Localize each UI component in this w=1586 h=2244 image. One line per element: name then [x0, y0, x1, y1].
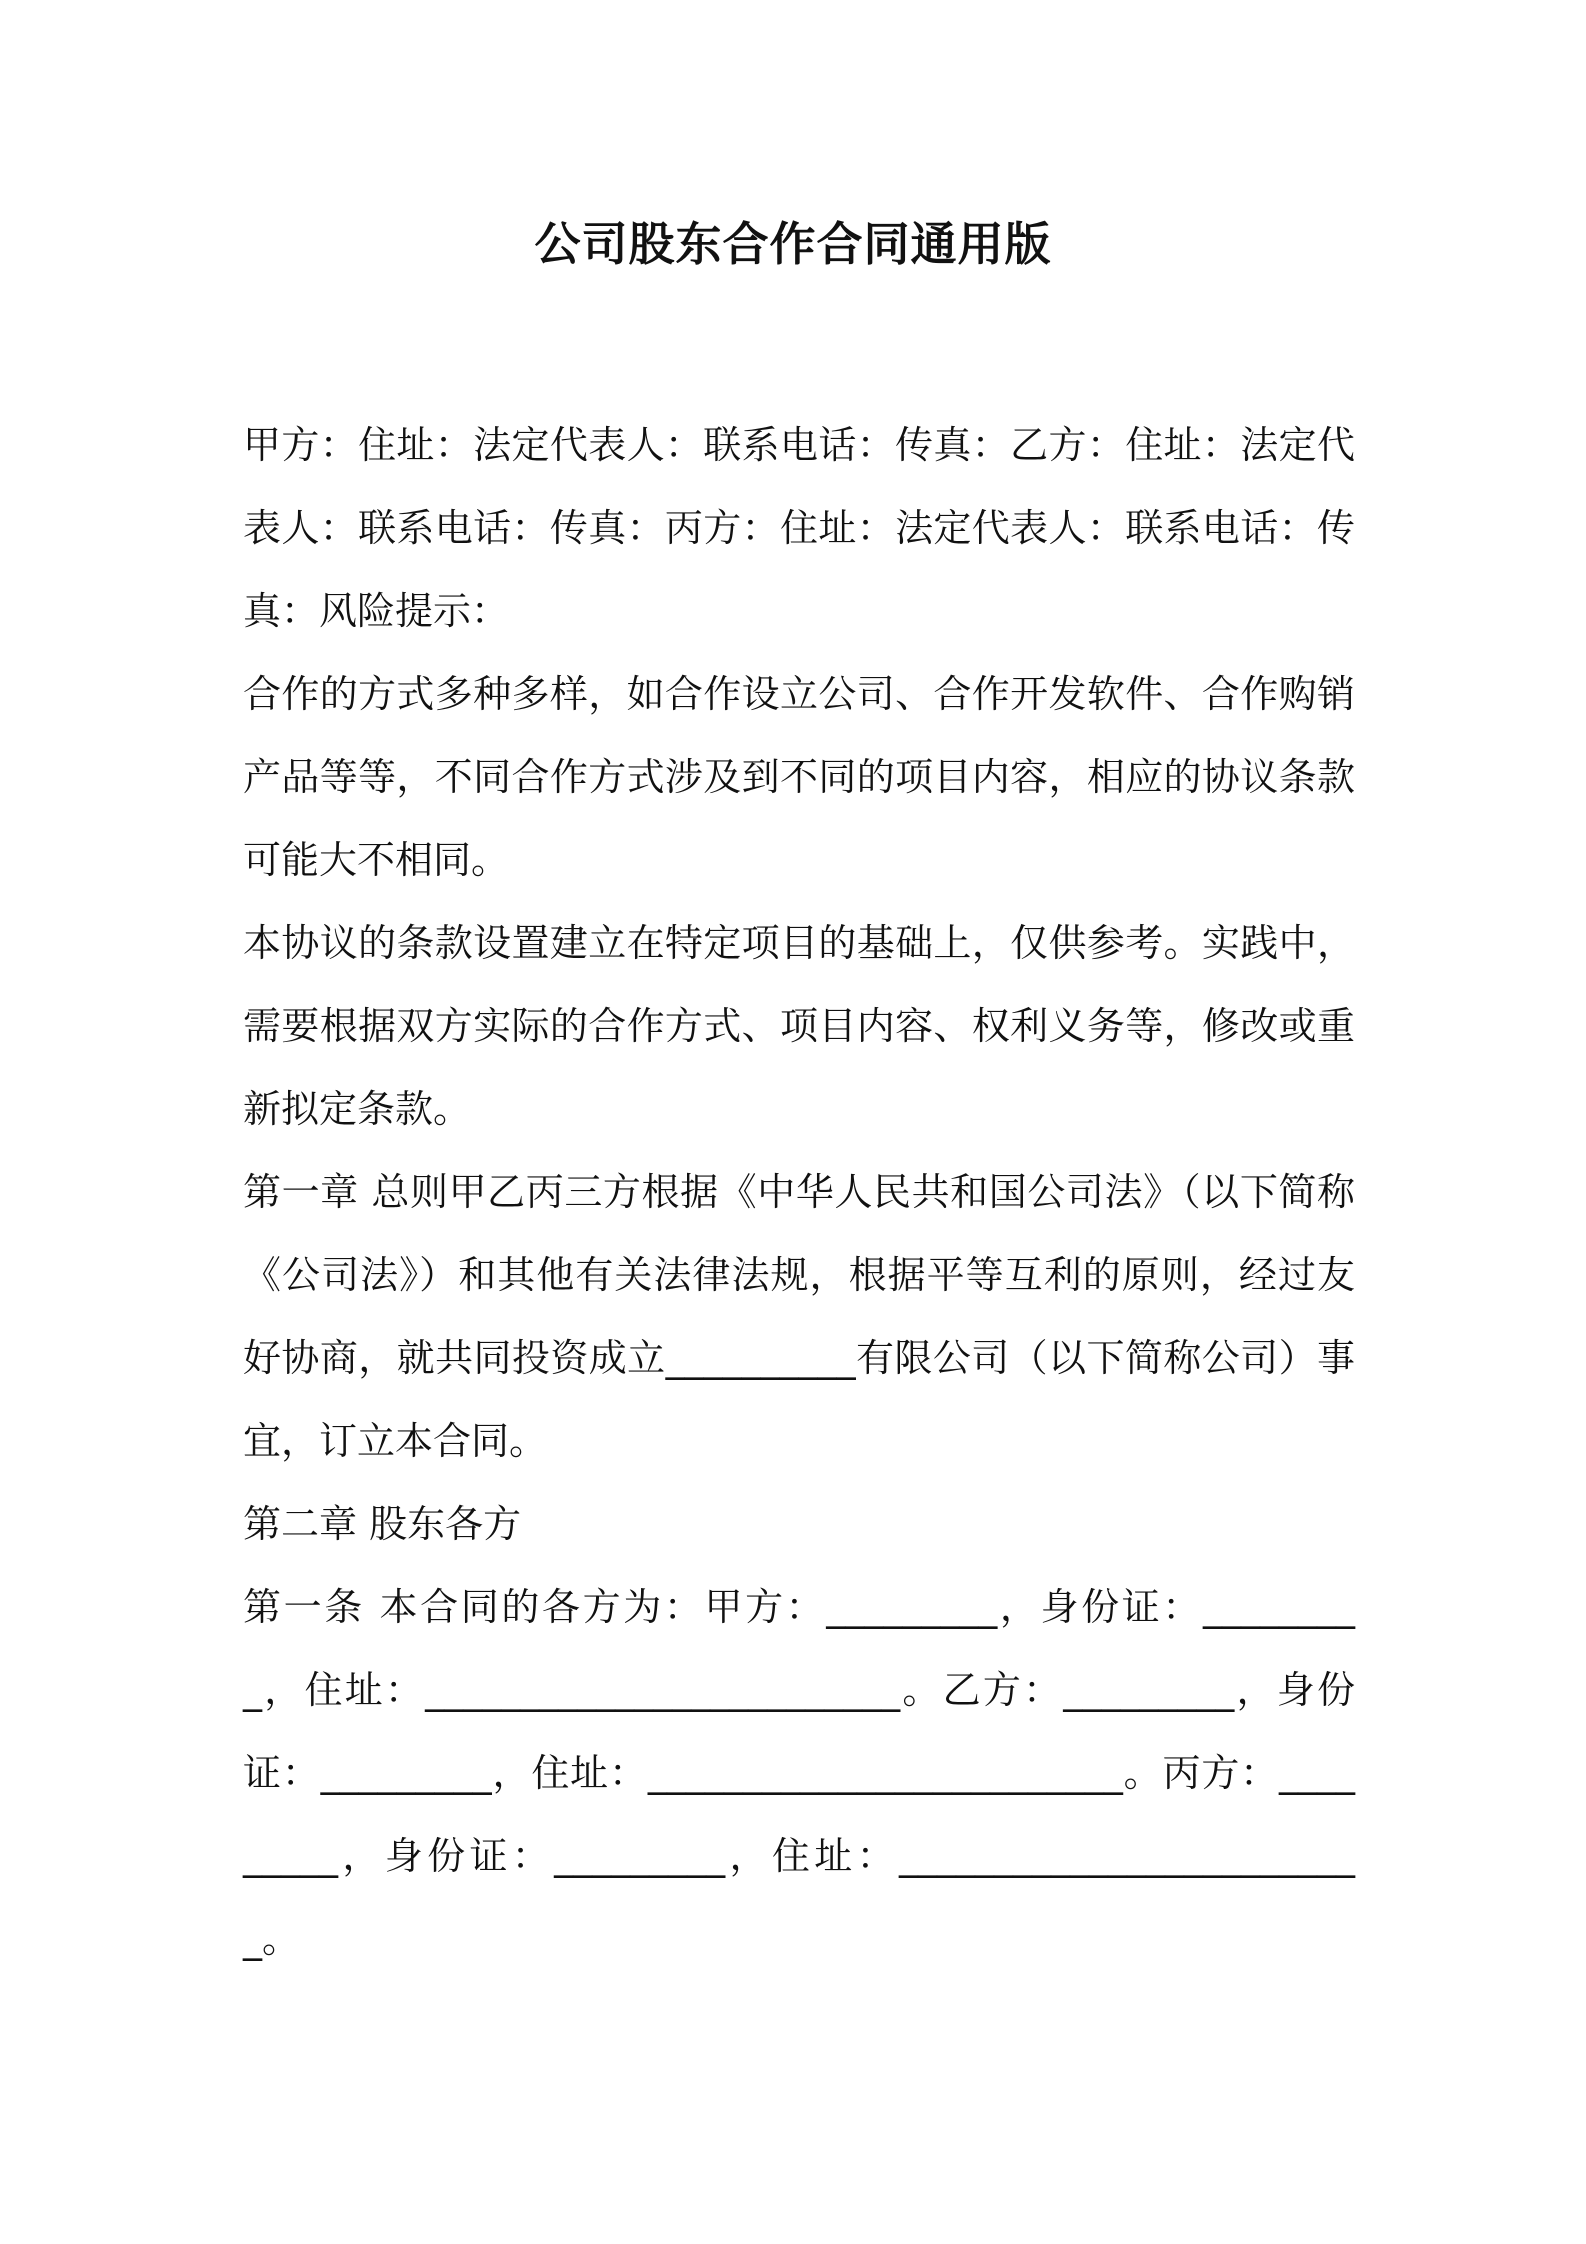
party-info-paragraph: 甲方：住址：法定代表人：联系电话：传真：乙方：住址：法定代表人：联系电话：传真：丙方：住址：法定代表人：联系电话：传真：风险提示：	[243, 423, 1355, 633]
article-one-paragraph: 第一条 本合同的各方为：甲方：_________，身份证：_________，住址：_________________________。乙方：_________，身份证：_________，住址：_________________________。丙方：_________，身份证：_________，住址：_________________________。	[243, 1585, 1355, 1961]
chapter-one-paragraph: 第一章 总则甲乙丙三方根据《中华人民共和国公司法》（以下简称《公司法》）和其他有关法律法规，根据平等互利的原则，经过友好协商，就共同投资成立__________有限公司（以下简称公司）事宜，订立本合同。	[243, 1170, 1355, 1463]
document-title: 公司股东合作合同通用版	[534, 217, 1052, 271]
chapter-two-heading: 第二章 股东各方	[243, 1502, 522, 1546]
reference-note-paragraph: 本协议的条款设置建立在特定项目的基础上，仅供参考。实践中，需要根据双方实际的合作方式、项目内容、权利义务等，修改或重新拟定条款。	[243, 921, 1355, 1131]
document-body	[243, 404, 1355, 1981]
cooperation-modes-paragraph: 合作的方式多种多样，如合作设立公司、合作开发软件、合作购销产品等等，不同合作方式涉及到不同的项目内容，相应的协议条款可能大不相同。	[243, 672, 1355, 882]
